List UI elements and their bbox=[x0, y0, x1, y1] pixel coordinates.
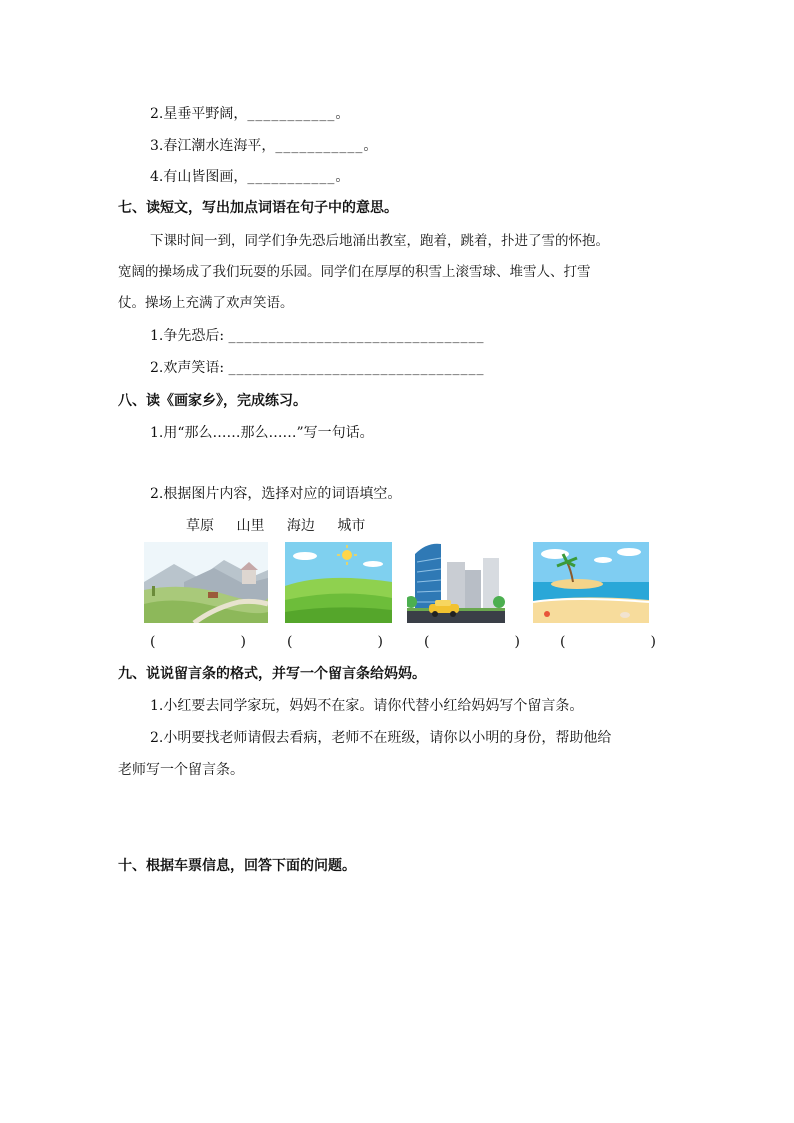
paren-close: ) bbox=[514, 634, 520, 650]
fill-item-end: 。 bbox=[335, 106, 350, 122]
q2-label: 2.欢声笑语: bbox=[150, 360, 225, 376]
paren-open: ( bbox=[150, 634, 156, 650]
option-seaside: 海边 bbox=[286, 518, 315, 534]
section9-q2-line1: 2.小明要找老师请假去看病，老师不在班级，请你以小明的身份，帮助他给 bbox=[150, 730, 612, 746]
fill-item-3 bbox=[150, 136, 377, 156]
fill-item-2 bbox=[150, 104, 349, 124]
seaside-picture bbox=[533, 542, 649, 623]
section8-title: 八、读《画家乡》，完成练习。 bbox=[118, 393, 307, 409]
fill-item-text: 3.春江潮水连海平， bbox=[150, 138, 276, 154]
section9-q1: 1.小红要去同学家玩，妈妈不在家。请你代替小红给妈妈写个留言条。 bbox=[150, 698, 584, 714]
mountain-village-picture bbox=[144, 542, 268, 623]
paren-open: ( bbox=[424, 634, 430, 650]
section9-q2-line2: 老师写一个留言条。 bbox=[118, 762, 244, 778]
answer-blank[interactable]: ___________ bbox=[247, 169, 336, 185]
option-grassland: 草原 bbox=[186, 518, 214, 534]
answer-blank[interactable]: ________________________________ bbox=[228, 360, 485, 376]
answer-paren-2[interactable] bbox=[287, 632, 383, 652]
section7-q1 bbox=[150, 326, 485, 346]
answer-paren-4[interactable] bbox=[560, 632, 656, 652]
answer-paren-3[interactable] bbox=[424, 632, 520, 652]
fill-item-text: 2.星垂平野阔， bbox=[150, 106, 248, 122]
fill-item-4 bbox=[150, 167, 349, 187]
section10-title: 十、根据车票信息，回答下面的问题。 bbox=[118, 858, 356, 874]
word-options bbox=[186, 516, 383, 536]
section9-title: 九、说说留言条的格式，并写一个留言条给妈妈。 bbox=[118, 666, 426, 682]
section7-title: 七、读短文，写出加点词语在句子中的意思。 bbox=[118, 200, 398, 216]
paren-close: ) bbox=[240, 634, 246, 650]
paren-close: ) bbox=[650, 634, 656, 650]
fill-item-end: 。 bbox=[335, 169, 350, 185]
section7-q2 bbox=[150, 358, 485, 378]
q1-label: 1.争先恐后: bbox=[150, 328, 225, 344]
passage-line-1: 下课时间一到，同学们争先恐后地涌出教室，跑着，跳着，扑进了雪的怀抱。 bbox=[150, 233, 609, 249]
section8-q1: 1.用“那么……那么……”写一句话。 bbox=[150, 425, 374, 441]
answer-blank[interactable]: ___________ bbox=[247, 106, 336, 122]
fill-item-text: 4.有山皆图画， bbox=[150, 169, 248, 185]
passage-line-3: 仗。操场上充满了欢声笑语。 bbox=[118, 295, 294, 311]
answer-blank[interactable]: ___________ bbox=[275, 138, 364, 154]
paren-close: ) bbox=[377, 634, 383, 650]
answer-paren-1[interactable] bbox=[150, 632, 246, 652]
city-picture bbox=[407, 542, 505, 623]
paren-open: ( bbox=[287, 634, 293, 650]
paren-open: ( bbox=[560, 634, 566, 650]
option-city: 城市 bbox=[337, 518, 366, 534]
passage-line-2: 宽阔的操场成了我们玩耍的乐园。同学们在厚厚的积雪上滚雪球、堆雪人、打雪 bbox=[118, 264, 591, 280]
fill-item-end: 。 bbox=[363, 138, 378, 154]
section8-q2: 2.根据图片内容，选择对应的词语填空。 bbox=[150, 486, 402, 502]
option-mountain: 山里 bbox=[236, 518, 265, 534]
grassland-picture bbox=[285, 542, 392, 623]
answer-blank[interactable]: ________________________________ bbox=[228, 328, 485, 344]
